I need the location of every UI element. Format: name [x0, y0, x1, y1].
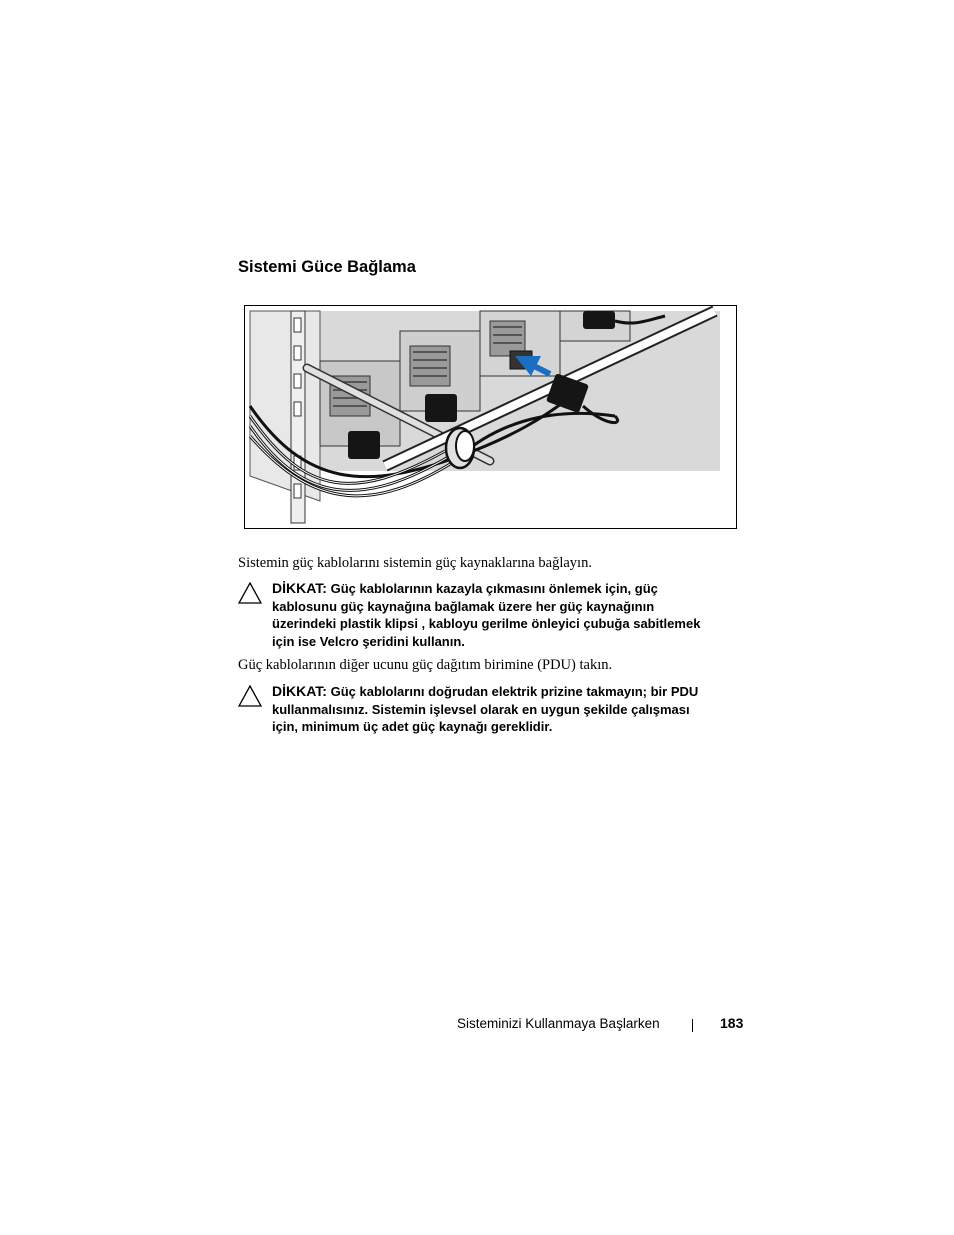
caution-text: için, minimum üç adet güç kaynağı gereklidir. — [272, 719, 553, 734]
caution-note — [238, 683, 738, 736]
instruction-paragraph: Sistemin güç kablolarını sistemin güç kaynaklarına bağlayın. — [238, 555, 592, 571]
footer-divider — [692, 1019, 693, 1032]
caution-text: Güç kablolarının kazayla çıkmasını önlemek için, güç — [330, 581, 658, 596]
caution-triangle-icon — [238, 582, 262, 604]
caution-text: Güç kablolarını doğrudan elektrik prizine takmayın; bir PDU — [330, 684, 699, 699]
caution-text: üzerindeki plastik klipsi , kabloyu gerilme önleyici çubuğa sabitlemek — [272, 616, 701, 631]
caution-label: DİKKAT: — [272, 683, 327, 699]
instruction-paragraph: Güç kablolarının diğer ucunu güç dağıtım birimine (PDU) takın. — [238, 657, 613, 673]
caution-text: için ise Velcro şeridini kullanın. — [272, 633, 465, 649]
caution-note — [238, 580, 738, 650]
footer-chapter-title: Sisteminizi Kullanmaya Başlarken — [457, 1016, 660, 1031]
caution-label: DİKKAT: — [272, 580, 327, 596]
section-heading: Sistemi Güce Bağlama — [238, 258, 416, 276]
caution-triangle-icon — [238, 685, 262, 707]
power-connection-illustration — [244, 305, 737, 529]
page-number: 183 — [720, 1015, 744, 1031]
caution-text: kullanmalısınız. Sistemin işlevsel olarak en uygun şekilde çalışması — [272, 701, 690, 717]
caution-text: kablosunu güç kaynağına bağlamak üzere her güç kaynağının — [272, 598, 655, 614]
